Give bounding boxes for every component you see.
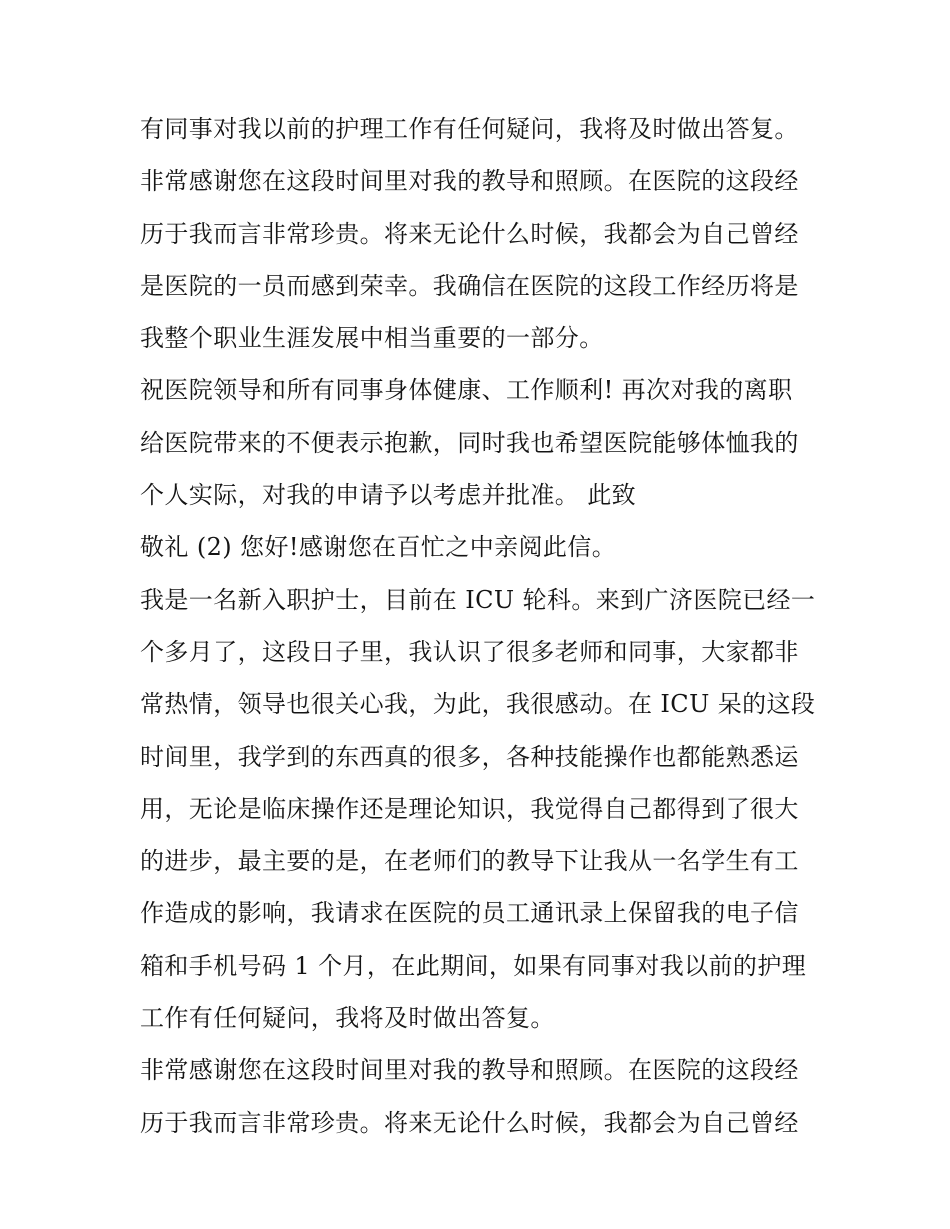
text-line: 祝医院领导和所有同事身体健康、工作顺利! 再次对我的离职	[140, 376, 793, 405]
text-line: 给医院带来的不便表示抱歉，同时我也希望医院能够体恤我的	[140, 428, 799, 457]
text-line: 工作有任何疑问，我将及时做出答复。	[140, 1004, 555, 1033]
text-line: 时间里，我学到的东西真的很多，各种技能操作也都能熟悉运	[140, 742, 799, 771]
text-line: 的进步，最主要的是，在老师们的教导下让我从一名学生有工	[140, 847, 799, 876]
text-line: 作造成的影响，我请求在医院的员工通讯录上保留我的电子信	[140, 899, 799, 928]
text-line: 我是一名新入职护士，目前在 ICU 轮科。来到广济医院已经一	[140, 585, 816, 614]
text-line: 用，无论是临床操作还是理论知识，我觉得自己都得到了很大	[140, 794, 799, 823]
text-line: 个多月了，这段日子里，我认识了很多老师和同事，大家都非	[140, 637, 799, 666]
text-line: 我整个职业生涯发展中相当重要的一部分。	[140, 324, 604, 353]
text-line: 常热情，领导也很关心我，为此，我很感动。在 ICU 呆的这段	[140, 690, 816, 719]
text-line: 非常感谢您在这段时间里对我的教导和照顾。在医院的这段经	[140, 167, 799, 196]
text-line: 历于我而言非常珍贵。将来无论什么时候，我都会为自己曾经	[140, 219, 799, 248]
document-body	[140, 109, 820, 1155]
text-line: 是医院的一员而感到荣幸。我确信在医院的这段工作经历将是	[140, 271, 799, 300]
text-line: 非常感谢您在这段时间里对我的教导和照顾。在医院的这段经	[140, 1056, 799, 1085]
text-line: 历于我而言非常珍贵。将来无论什么时候，我都会为自己曾经	[140, 1108, 799, 1137]
text-line: 个人实际，对我的申请予以考虑并批准。 此致	[140, 481, 637, 510]
text-line: 有同事对我以前的护理工作有任何疑问，我将及时做出答复。	[140, 115, 799, 143]
text-line: 箱和手机号码 1 个月，在此期间，如果有同事对我以前的护理	[140, 951, 807, 980]
text-line: 敬礼 (2) 您好!感谢您在百忙之中亲阅此信。	[140, 533, 617, 562]
